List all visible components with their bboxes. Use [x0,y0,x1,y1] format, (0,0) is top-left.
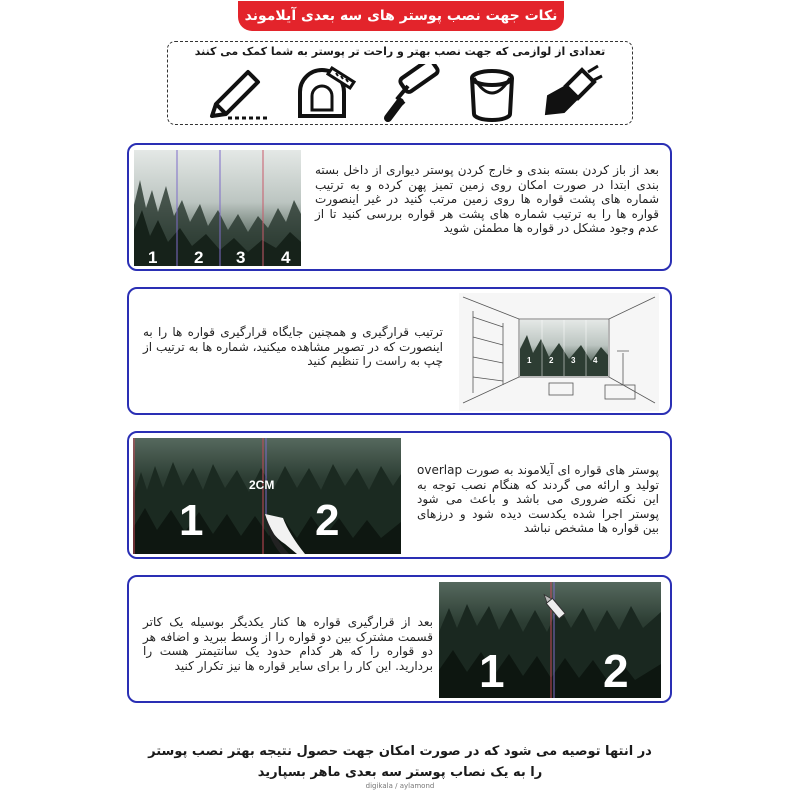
tools-box [167,41,633,125]
panel-number-2: 2 [603,645,629,697]
step-1-text: بعد از باز کردن بسته بندی و خارج کردن پوستر دیواری از داخل بسته بندی ابتدا در صورت امکان روی زمین تمیز پهن کرده و به ترتیب شماره های پشت قواره ها روی زمین مرتب کنید در غیر اینصورت قواره ها را به ترتیب شماره های پشت هر قواره بررسی کنید تا از عدم وجود مشکل در قواره ها مطمئن شوید [315,163,659,235]
panel-number-1: 1 [479,645,505,697]
cutting-demo-photo [439,582,661,698]
tape-measure-icon [292,64,358,122]
step-3-text: پوستر های قواره ای آیلاموند به صورت overlap تولید و ارائه می گردند که هنگام نصب توجه به این نکته ضروری می باشد و باعث می شود پوستر اجرا شده یکدست دیده شود و درزهای بین قواره ها مشخص نباشد [417,463,659,535]
panel-number-2: 2 [315,496,340,545]
panel-number-2: 2 [194,248,204,266]
room-panel-number-4: 4 [593,356,598,365]
step-card-4 [127,575,672,703]
panel-number-4: 4 [281,248,291,266]
panel-number-1: 1 [179,496,204,545]
step-card-3 [127,431,672,559]
step-card-2 [127,287,672,415]
step-2-text: ترتیب قرارگیری و همچنین جایگاه قرارگیری قواره ها را به اینصورت که در تصویر مشاهده میکنید، شماره ها به ترتیب از چپ به راست را تنظیم کنید [143,325,443,368]
cutter-knife-icon [208,64,274,122]
room-illustration [459,293,659,411]
room-panel-number-2: 2 [549,356,554,365]
panel-number-1: 1 [148,248,158,266]
page-title: نکات جهت نصب پوستر های سه بعدی آیلاموند [244,8,558,24]
forest-panels-photo [134,150,301,266]
panel-number-3: 3 [236,248,246,266]
room-panel-number-1: 1 [527,356,532,365]
step-card-1 [127,143,672,271]
overlap-demo-photo [133,438,401,554]
overlap-label: 2CM [249,478,275,492]
title-banner [238,1,564,31]
scraper-spatula-icon [538,64,604,122]
paint-roller-icon [378,64,444,122]
glue-bucket-icon [460,64,526,122]
room-panel-number-3: 3 [571,356,576,365]
credit-watermark: digikala / aylamond [365,782,435,790]
tools-caption: تعدادی از لوازمی که جهت نصب بهتر و راحت تر پوستر به شما کمک می کنند [194,45,606,58]
step-4-text: بعد از قرارگیری قواره ها کنار یکدیگر بوسیله یک کاتر قسمت مشترک بین دو قواره را از وسط ببرید و اضافه هر دو قواره را که هر کدام حدود یک سانتیمتر هست را بردارید. این کار را برای سایر قواره ها نیز تکرار کنید [143,615,433,673]
final-note: در انتها توصیه می شود که در صورت امکان جهت حصول نتیجه بهتر نصب پوستر را به یک نصاب پوستر سه بعدی ماهر بسپارید [148,744,652,780]
